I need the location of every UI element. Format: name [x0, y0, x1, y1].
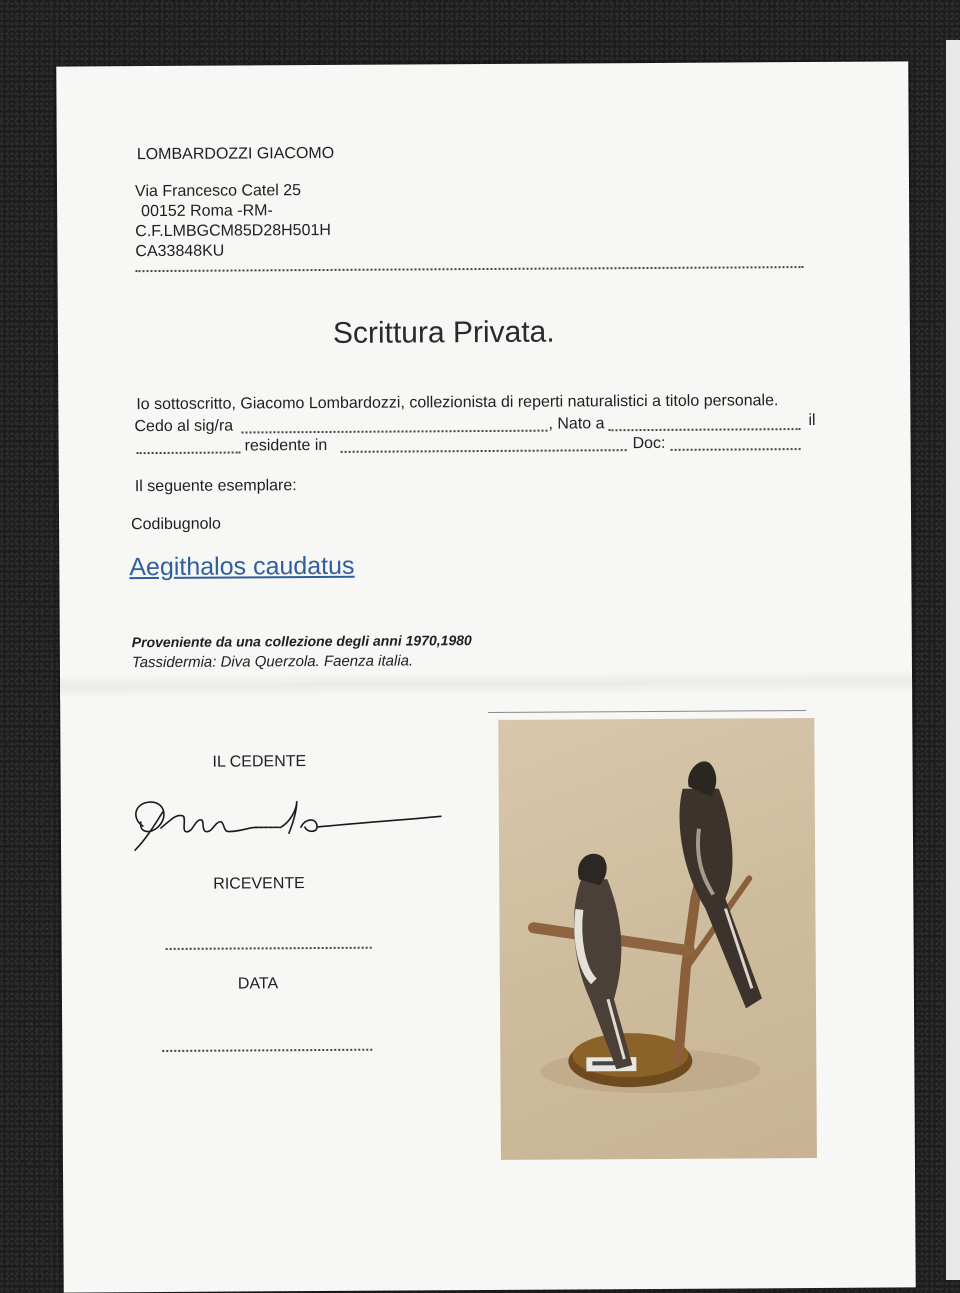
- paper-fold: [60, 669, 912, 698]
- birthplace-blank: [608, 428, 800, 431]
- taxidermy-text: Tassidermia: Diva Querzola. Faenza italia.: [131, 652, 414, 672]
- il-label: il: [808, 411, 816, 430]
- buyer-name-blank: [241, 430, 547, 434]
- data-label: DATA: [237, 975, 279, 993]
- handwritten-signature: [121, 786, 451, 858]
- adjacent-sheet-edge: [946, 40, 960, 1280]
- date-blank: [162, 1049, 372, 1052]
- residence-blank: [341, 449, 627, 453]
- mounted-birds-illustration: [498, 718, 817, 1160]
- page-title: Scrittura Privata.: [332, 315, 555, 350]
- ricevente-label: RICEVENTE: [213, 875, 305, 893]
- specimen-intro: Il seguente esemplare:: [134, 477, 297, 496]
- owner-name: LOMBARDOZZI GIACOMO: [136, 144, 335, 164]
- species-link[interactable]: Aegithalos caudatus: [129, 551, 355, 582]
- ricevente-signature-blank: [166, 947, 372, 950]
- address-line-1: Via Francesco Catel 25: [134, 182, 302, 201]
- photo-top-line: [488, 710, 806, 713]
- provenance-text: Proveniente da una collezione degli anni 1970,1980: [131, 632, 472, 651]
- document-page: [56, 61, 915, 1292]
- header-separator: [136, 266, 804, 272]
- doc-blank: [671, 448, 801, 451]
- common-name: Codibugnolo: [131, 515, 221, 534]
- codice-fiscale: C.F.LMBGCM85D28H501H: [135, 221, 331, 241]
- cedente-label: IL CEDENTE: [212, 753, 307, 771]
- residente-label: residente in: [244, 436, 328, 455]
- nato-label: , Nato a: [548, 415, 605, 433]
- doc-label: Doc:: [632, 434, 666, 453]
- address-line-2: 00152 Roma -RM-: [141, 202, 273, 221]
- cedo-label: Cedo al sig/ra: [134, 417, 234, 436]
- declaration-line: Io sottoscritto, Giacomo Lombardozzi, collezionista di reperti naturalistici a titolo personale.: [136, 392, 779, 414]
- birthdate-blank: [137, 451, 241, 454]
- document-id: CA33848KU: [135, 242, 225, 261]
- specimen-photo: [498, 718, 817, 1160]
